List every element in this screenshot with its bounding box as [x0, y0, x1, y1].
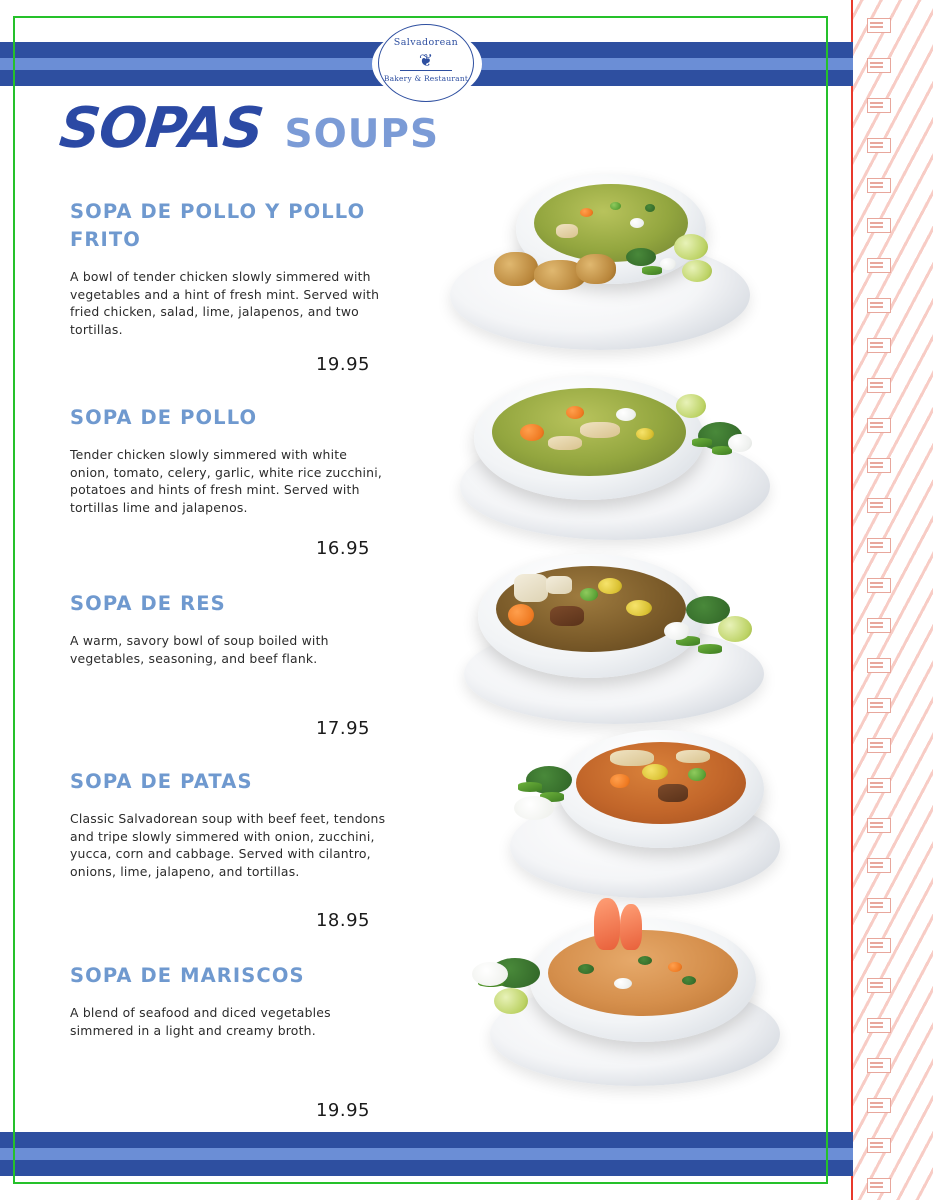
soup-seafood-photo: [430, 902, 810, 1092]
printer-tick-mark: [867, 818, 891, 833]
footer-band: [0, 1132, 853, 1176]
printer-tick-mark: [867, 58, 891, 73]
soup-chicken-and-fried-chicken-photo: [430, 174, 810, 364]
printer-tick-mark: [867, 98, 891, 113]
printer-tick-mark: [867, 138, 891, 153]
logo-brand-tagline: Bakery & Restaurant: [383, 74, 469, 83]
menu-item-description: A bowl of tender chicken slowly simmered with vegetables and a hint of fresh mint. Served with fried chicken, salad, lime, jalapenos, and two tortillas.: [70, 269, 380, 337]
soup-beef-photo: [430, 552, 810, 742]
printer-tick-mark: [867, 178, 891, 193]
printer-tick-mark: [867, 618, 891, 633]
printer-tick-mark: [867, 18, 891, 33]
menu-item-description: A warm, savory bowl of soup boiled with vegetables, seasoning, and beef flank.: [70, 633, 329, 666]
printer-tick-mark: [867, 1058, 891, 1073]
printer-tick-mark: [867, 498, 891, 513]
menu-item: [0, 930, 853, 1130]
menu-item-name: SOPA DE RES: [70, 592, 226, 615]
menu-item: [0, 366, 853, 558]
printer-tick-mark: [867, 418, 891, 433]
menu-item-description: Classic Salvadorean soup with beef feet, tendons and tripe slowly simmered with onion, zucchini, yucca, corn and cabbage. Served with cilantro, onions, lime, jalapeno, and tortillas.: [70, 811, 386, 879]
menu-item-text: [70, 590, 390, 667]
printer-tick-mark: [867, 1098, 891, 1113]
menu-item: [0, 736, 853, 930]
printer-tick-mark: [867, 938, 891, 953]
menu-item-name: SOPA DE POLLO: [70, 406, 258, 429]
menu-item-text: [70, 404, 390, 516]
printer-tick-mark: [867, 898, 891, 913]
printer-tick-mark: [867, 218, 891, 233]
menu-item-price: 19.95: [315, 354, 370, 375]
menu-item-name: SOPA DE MARISCOS: [70, 964, 305, 987]
page-title-english: SOUPS: [284, 112, 440, 157]
bleed-hatch-pattern: [853, 0, 933, 1200]
printer-tick-mark: [867, 338, 891, 353]
menu-item-price: 18.95: [315, 910, 370, 931]
soup-chicken-photo: [430, 376, 810, 566]
printer-tick-mark: [867, 738, 891, 753]
printer-tick-mark: [867, 258, 891, 273]
menu-item-price: 19.95: [315, 1100, 370, 1121]
logo-divider: [400, 70, 452, 71]
menu-item-description: Tender chicken slowly simmered with white onion, tomato, celery, garlic, white rice zucchini, potatoes and hints of fresh mint. Served with tortillas lime and jalapenos.: [70, 447, 383, 515]
printer-tick-mark: [867, 458, 891, 473]
menu-item-text: [70, 768, 390, 880]
menu-item-price: 16.95: [315, 538, 370, 559]
menu-item: [0, 558, 853, 739]
printer-tick-mark: [867, 1138, 891, 1153]
printer-tick-mark: [867, 978, 891, 993]
menu-item-price: 17.95: [315, 718, 370, 739]
printer-tick-mark: [867, 538, 891, 553]
printer-tick-mark: [867, 1018, 891, 1033]
printer-tick-mark: [867, 1178, 891, 1193]
menu-item-description: A blend of seafood and diced vegetables simmered in a light and creamy broth.: [70, 1005, 331, 1038]
footer-band-inner-rule: [0, 1148, 853, 1160]
menu-item-name: SOPA DE PATAS: [70, 770, 253, 793]
printer-tick-mark: [867, 698, 891, 713]
restaurant-logo: [378, 24, 474, 102]
menu-item: [0, 176, 853, 375]
printer-tick-mark: [867, 298, 891, 313]
menu-item-text: [70, 198, 390, 338]
menu-item-text: [70, 962, 390, 1039]
printer-tick-mark: [867, 658, 891, 673]
page-title-spanish: SOPAS: [56, 96, 266, 161]
soup-beef-feet-photo: [430, 730, 810, 920]
menu-item-list: [0, 176, 853, 1130]
printer-bleed-strip: [853, 0, 933, 1200]
printer-tick-mark: [867, 778, 891, 793]
menu-item-name: SOPA DE POLLO Y POLLO FRITO: [70, 200, 366, 251]
logo-ornament-icon: ❦: [418, 51, 434, 70]
printer-tick-mark: [867, 578, 891, 593]
printer-tick-mark: [867, 378, 891, 393]
logo-brand-name: Salvadorean: [393, 37, 459, 48]
page-title: [56, 96, 440, 161]
printer-tick-mark: [867, 858, 891, 873]
